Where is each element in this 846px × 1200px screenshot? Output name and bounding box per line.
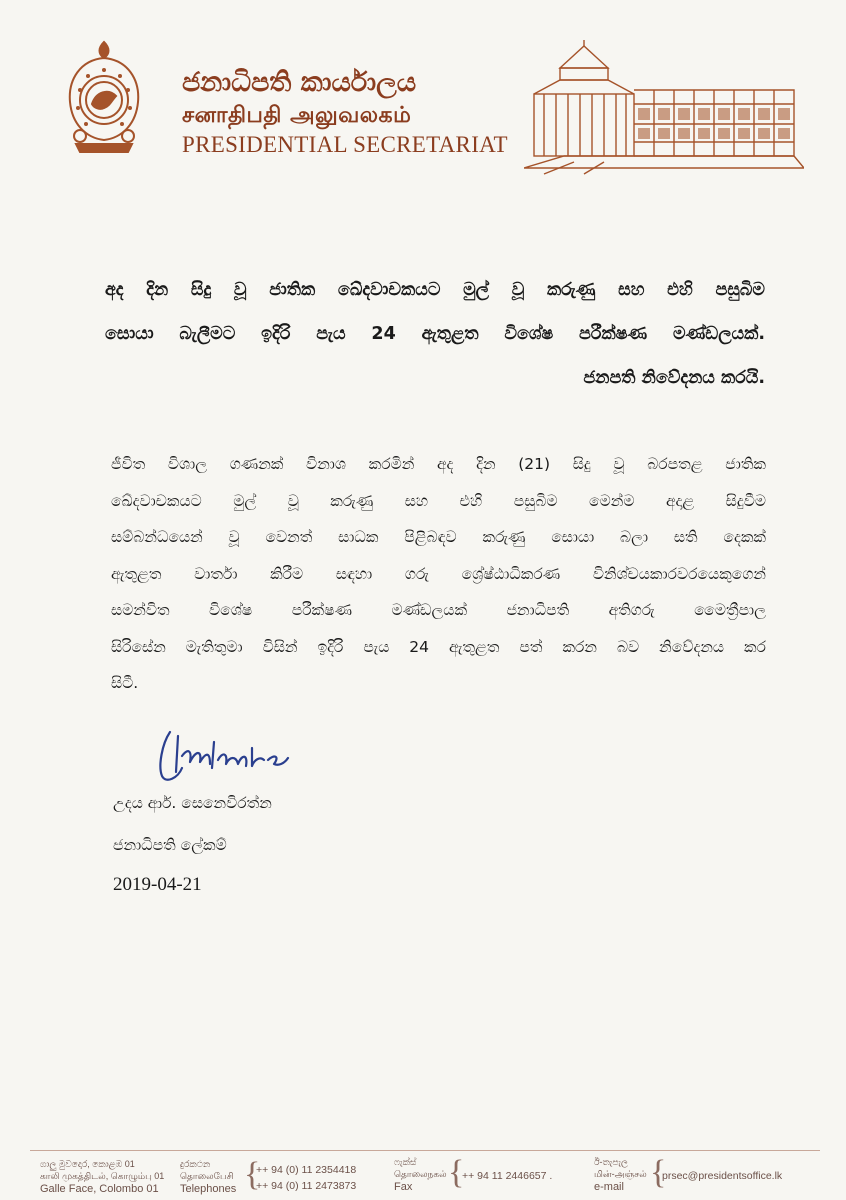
- statement-body: [111, 446, 766, 702]
- footer-divider: [30, 1150, 820, 1151]
- footer-telephone-numbers: [256, 1162, 356, 1194]
- body-line: සමන්විත විශේෂ පරීක්ෂණ මණ්ඩලයක් ජනාධිපති අතිගරු මෛත්‍රීපාල: [111, 601, 766, 619]
- fax-brace-icon: {: [448, 1154, 465, 1191]
- signatory-name: උදය ආර්. සෙනෙවිරත්න: [113, 794, 272, 812]
- telephone-1: ++ 94 (0) 11 2354418: [256, 1164, 357, 1176]
- footer-fax-label: [394, 1156, 447, 1194]
- email-label-sinhala: ඊ-තැපැල: [594, 1157, 628, 1167]
- address-tamil: காலி முகத்திடல், கொழும்பு 01: [40, 1171, 165, 1181]
- signatory-title: ජනාධිපති ලේකම්: [113, 836, 227, 854]
- footer-email: [662, 1168, 782, 1184]
- secretariat-building-icon: [524, 38, 804, 178]
- tel-brace-icon: {: [244, 1156, 261, 1193]
- tel-label-english: Telephones: [180, 1183, 237, 1195]
- letter-date: 2019-04-21: [113, 874, 202, 895]
- heading-line-1: අද දින සිදු වූ ජාතික ඛේදවාචකයට මුල් වූ කරුණු සහ එහි පසුබිම: [105, 280, 765, 300]
- body-line: සම්බන්ධයෙන් වූ වෙනත් සාධක පිළිබඳව කරුණු සොයා බලා සති දෙකක්: [111, 528, 766, 546]
- address-sinhala: ගාලු මුවදොර, කොළඹ 01: [40, 1159, 135, 1169]
- fax-label-sinhala: ෆැක්ස්: [394, 1157, 417, 1167]
- heading-line-3: ජනපති නිවේදනය කරයි.: [583, 368, 765, 388]
- body-line: ජීවිත විශාල ගණනක් විනාශ කරමින් අද දින (21) සිදු වූ බරපතළ ජාතික: [111, 455, 766, 473]
- fax-number: ++ 94 11 2446657 .: [462, 1170, 553, 1182]
- tel-label-tamil: தொலைபேசி: [180, 1171, 234, 1181]
- fax-label-english: Fax: [394, 1181, 413, 1193]
- letterhead-title-english: PRESIDENTIAL SECRETARIAT: [182, 132, 508, 157]
- email-label-tamil: மின்-அஞ்சல்: [594, 1169, 647, 1179]
- signature-image: [148, 712, 308, 792]
- heading-line-2: සොයා බැලීමට ඉදිරි පැය 24 ඇතුළත විශේෂ පරීක්ෂණ මණ්ඩලයක්.: [105, 324, 765, 344]
- letterhead-titles: [182, 66, 508, 160]
- body-line: ඛේදවාචකයට මුල් වූ කරුණු සහ එහි පසුබිම මෙන්ම අදාළ සිදුවීම: [111, 491, 766, 510]
- footer-email-label: [594, 1156, 647, 1194]
- state-emblem-icon: [58, 36, 150, 156]
- letterhead-title-sinhala: ජනාධිපති කාර්යාලය: [182, 67, 417, 98]
- letterhead-footer: [0, 1138, 846, 1200]
- footer-telephone-label: [180, 1158, 236, 1196]
- footer-address: [40, 1158, 164, 1196]
- body-line: සිටී.: [111, 674, 139, 692]
- address-english: Galle Face, Colombo 01: [40, 1183, 159, 1195]
- footer-fax-number: [462, 1168, 552, 1184]
- body-line: ඇතුළත වාර්තා කිරීම සඳහා ගරු ශ්‍රේෂ්ඨාධිකරණ විනිශ්චයකාරවරයෙකුගෙන්: [111, 564, 766, 583]
- letterhead-title-tamil: சனாதிபதி அலுவலகம்: [182, 102, 412, 128]
- body-line: සිරිසේන මැතිතුමා විසින් ඉදිරි පැය 24 ඇතුළත පත් කරන බව නිවේදනය කර: [111, 637, 766, 656]
- statement-heading: [105, 268, 765, 400]
- fax-label-tamil: தொலைநகல்: [394, 1169, 447, 1179]
- email-brace-icon: {: [650, 1154, 667, 1191]
- email-label-english: e-mail: [594, 1181, 624, 1193]
- telephone-2: ++ 94 (0) 11 2473873: [256, 1180, 357, 1192]
- tel-label-sinhala: දුරකථන: [180, 1159, 211, 1169]
- email-address: prsec@presidentsoffice.lk: [662, 1170, 783, 1182]
